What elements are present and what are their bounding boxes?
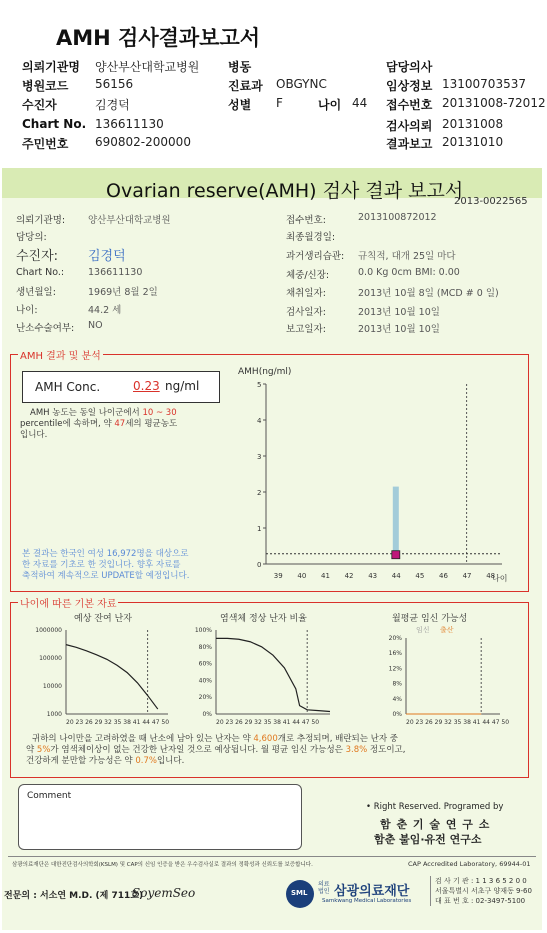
- header-key: 접수번호: [386, 98, 433, 112]
- y-tick-label: 12%: [388, 665, 402, 673]
- x-tick-label: 43: [368, 572, 378, 580]
- sample-field-label: 채취일자:: [286, 288, 326, 299]
- chart3-title: 월평균 임신 가능성: [392, 614, 468, 624]
- y-tick-label: 4: [257, 417, 262, 425]
- amh-age-chart: [230, 358, 520, 586]
- x-tick-label: 42: [344, 572, 354, 580]
- amh-range-bar: [393, 487, 399, 554]
- data-line: [216, 638, 330, 711]
- sum-1a: 귀하의 나이만을 고려하였을 때 난소에 남아 있는 난자는 약: [32, 734, 251, 744]
- foundation-name: 삼광의료재단: [334, 884, 410, 899]
- desc-age: 47: [114, 419, 126, 429]
- header-key: 수진자: [22, 98, 57, 112]
- x-tick-label: 41: [321, 572, 330, 580]
- y-tick-label: 0%: [392, 711, 402, 718]
- y-tick-label: 5: [257, 381, 262, 389]
- data-line: [66, 645, 158, 709]
- patient-field-label: 담당의:: [16, 232, 47, 243]
- sample-field-label: 접수번호:: [286, 215, 326, 226]
- header-key: 담당의사: [386, 60, 433, 74]
- sample-field-label: 최종월경일:: [286, 232, 336, 243]
- header-value: 13100703537: [442, 77, 526, 91]
- y-tick-label: 0: [257, 561, 262, 569]
- amh-x-axis-label: 나이: [492, 574, 508, 583]
- cap-text: CAP Accredited Laboratory, 69944-01: [408, 860, 531, 868]
- desc-range: 10 ~ 30: [142, 408, 177, 418]
- sample-field-label: 보고일자:: [286, 324, 326, 335]
- note-line-3: 축적하여 계속적으로 UPDATE할 예정입니다.: [22, 571, 190, 581]
- sml-logo-icon: SML: [286, 880, 314, 908]
- chart3-legend-birth: 출산: [440, 626, 454, 634]
- header-key: 의뢰기관명: [22, 60, 80, 74]
- header-key: 결과보고: [386, 137, 433, 151]
- patient-field-value: 136611130: [88, 267, 143, 278]
- header-value: 136611130: [95, 117, 164, 131]
- patient-field-value: 김경덕: [88, 249, 126, 264]
- patient-amh-point: [392, 551, 400, 559]
- amh-section-label: AMH 결과 및 분석: [18, 347, 103, 362]
- header-value: 44: [352, 96, 368, 110]
- footer-divider: [8, 856, 536, 857]
- header-value: 20131008: [442, 117, 504, 131]
- patient-field-label: 수진자:: [16, 249, 59, 264]
- x-tick-label: 46: [439, 572, 448, 580]
- patient-field-label: 의뢰기관명:: [16, 215, 66, 226]
- y-tick-label: 100000: [39, 655, 62, 662]
- pregnancy-chance-chart: [360, 610, 524, 728]
- sample-field-value: 규칙적, 대개 25일 마다: [358, 251, 456, 262]
- header-value: 김경덕: [95, 98, 130, 112]
- chart2-x-ticks: 20 23 26 29 32 35 38 41 44 47 50: [216, 719, 320, 726]
- desc-line-4: 입니다.: [20, 430, 48, 440]
- sum-preg-pct: 3.8%: [345, 745, 368, 755]
- sum-2e: 정도이고,: [369, 745, 406, 755]
- age-section-label: 나이에 따른 기본 자료: [18, 595, 118, 610]
- chart3-legend-preg: 임신: [416, 626, 430, 634]
- chart1-x-ticks: 20 23 26 29 32 35 38 41 44 47 50: [66, 719, 170, 726]
- inst-address: 서울특별시 서초구 양재동 9-60: [435, 887, 532, 895]
- patient-field-value: 1969년 8월 2일: [88, 287, 158, 298]
- patient-field-value: 44.2 세: [88, 305, 122, 316]
- header-value: F: [276, 96, 283, 110]
- sum-3a: 건강하게 분만할 가능성은 약: [26, 756, 133, 766]
- x-tick-label: 48: [486, 572, 496, 580]
- y-tick-label: 1000000: [35, 627, 62, 634]
- note-line-2: 한 자료를 기초로 한 것입니다. 향후 자료를: [22, 560, 181, 570]
- comment-label: Comment: [27, 791, 72, 801]
- chart2-title: 염색체 정상 난자 비율: [220, 614, 307, 624]
- x-tick-label: 39: [273, 572, 283, 580]
- y-tick-label: 4%: [392, 695, 402, 703]
- sample-field-label: 과거생리습관:: [286, 251, 345, 262]
- x-tick-label: 44: [391, 572, 401, 580]
- header-value: 20131010: [442, 135, 504, 149]
- y-tick-label: 2: [257, 489, 262, 497]
- y-tick-label: 10000: [42, 683, 62, 690]
- page-title: AMH 검사결과보고서: [56, 26, 261, 50]
- rights-text: • Right Reserved. Programed by: [366, 802, 504, 812]
- header-key: Chart No.: [22, 117, 87, 131]
- chart1-title: 예상 잔여 난자: [74, 614, 132, 624]
- sample-field-label: 검사일자:: [286, 307, 326, 318]
- y-tick-label: 1: [257, 525, 262, 533]
- sum-2a: 약: [26, 745, 35, 755]
- patient-field-value: 양산부산대학교병원: [88, 215, 171, 226]
- sample-field-value: 2013100872012: [358, 212, 437, 223]
- sample-field-value: 2013년 10월 10일: [358, 307, 440, 318]
- report-title: Ovarian reserve(AMH) 검사 결과 보고서: [106, 180, 464, 202]
- amh-conc-value: 0.23: [133, 379, 160, 393]
- y-tick-label: 0%: [202, 711, 212, 718]
- header-key: 진료과: [228, 79, 263, 93]
- remaining-eggs-chart: [16, 610, 180, 728]
- amh-conc-label: AMH Conc.: [35, 380, 101, 394]
- sum-eggs: 4,600: [253, 734, 278, 744]
- amh-conc-unit: ng/ml: [165, 379, 200, 393]
- amh-report: [2, 168, 542, 930]
- y-tick-label: 8%: [392, 680, 402, 688]
- y-tick-label: 40%: [198, 677, 212, 685]
- sample-field-value: 2013년 10월 10일: [358, 324, 440, 335]
- foundation-small: 의료법인: [318, 881, 330, 895]
- patient-field-label: Chart No.:: [16, 267, 65, 278]
- y-tick-label: 80%: [198, 643, 212, 651]
- header-key: 병원코드: [22, 79, 69, 93]
- header-key: 나이: [318, 98, 342, 112]
- y-tick-label: 3: [257, 453, 262, 461]
- sum-2c: 가 염색체이상이 없는 건강한 난자일 것으로 예상됩니다. 월 평균 임신 가능성은: [50, 745, 343, 755]
- amh-description: [20, 408, 178, 441]
- header-value: 20131008-72012: [442, 96, 546, 110]
- amh-chart-title: AMH(ng/ml): [238, 367, 292, 377]
- header-value: 56156: [95, 77, 134, 91]
- y-tick-label: 20%: [388, 635, 402, 642]
- patient-field-label: 생년월일:: [16, 287, 56, 298]
- header-key: 주민번호: [22, 137, 69, 151]
- sum-normal-pct: 5%: [36, 745, 51, 755]
- report-number: 2013-0022565: [454, 196, 528, 207]
- comment-box: [18, 784, 302, 850]
- chart3-x-ticks: 20 23 26 29 32 35 38 41 44 47 50: [406, 719, 510, 726]
- institution-info: [430, 876, 532, 906]
- header-key: 검사의뢰: [386, 119, 433, 133]
- lab-name-1: 함 춘 기 술 연 구 소: [380, 818, 491, 831]
- patient-field-value: NO: [88, 320, 103, 331]
- desc-line-1: AMH 농도는 동일 나이군에서: [30, 408, 140, 418]
- certification-text: 삼광의료재단은 대한진단검사의학회(KSLM) 및 CAP의 신임 인증을 받은 우수검사실로 결과의 정확성과 신뢰도를 보증합니다.: [12, 862, 313, 868]
- y-tick-label: 20%: [198, 694, 212, 702]
- inst-phone: 대 표 번 호 : 02-3497-5100: [435, 897, 526, 905]
- sample-field-value: 0.0 Kg 0cm BMI: 0.00: [358, 267, 460, 278]
- y-tick-label: 60%: [198, 660, 212, 668]
- age-summary: [26, 734, 406, 767]
- y-tick-label: 1000: [46, 711, 62, 718]
- normal-egg-ratio-chart: [190, 610, 354, 728]
- doctor-signature: SoyemSeo: [132, 886, 196, 900]
- x-tick-label: 40: [297, 572, 307, 580]
- lab-name-2: 함춘 불임·유전 연구소: [374, 833, 482, 846]
- sum-1c: 개로 추정되며, 배란되는 난자 중: [277, 734, 398, 744]
- sample-field-value: 2013년 10월 8일 (MCD # 0 일): [358, 288, 499, 299]
- patient-field-label: 나이:: [16, 305, 38, 316]
- y-tick-label: 16%: [388, 650, 402, 658]
- header-value: 690802-200000: [95, 135, 191, 149]
- header-value: OBGYNC: [276, 77, 327, 91]
- desc-line-3: 세의 평균농도: [125, 419, 178, 429]
- note-line-1: 본 결과는 한국인 여성 16,972명을 대상으로: [22, 549, 189, 559]
- sum-3c: 입니다.: [156, 756, 185, 766]
- y-tick-label: 100%: [194, 627, 212, 634]
- inst-code: 검 사 기 관 : 1 1 3 6 5 2 0 0: [435, 877, 527, 885]
- header-key: 성별: [228, 98, 252, 112]
- amh-note: [22, 549, 189, 582]
- foundation-en: Samkwang Medical Laboratories: [322, 898, 412, 904]
- desc-line-2: percentile에 속하며, 약: [20, 419, 112, 429]
- patient-field-label: 난소수술여부:: [16, 323, 75, 334]
- x-tick-label: 45: [415, 572, 425, 580]
- header-value: 양산부산대학교병원: [95, 60, 200, 74]
- sample-field-label: 체중/신장:: [286, 270, 330, 281]
- doctor-name: 전문의 : 서소연 M.D. (제 711호): [4, 891, 144, 901]
- sum-birth-pct: 0.7%: [135, 756, 157, 766]
- amh-conc-box: [22, 371, 220, 403]
- header-key: 병동: [228, 60, 252, 74]
- header-key: 임상정보: [386, 79, 433, 93]
- x-tick-label: 47: [462, 572, 472, 580]
